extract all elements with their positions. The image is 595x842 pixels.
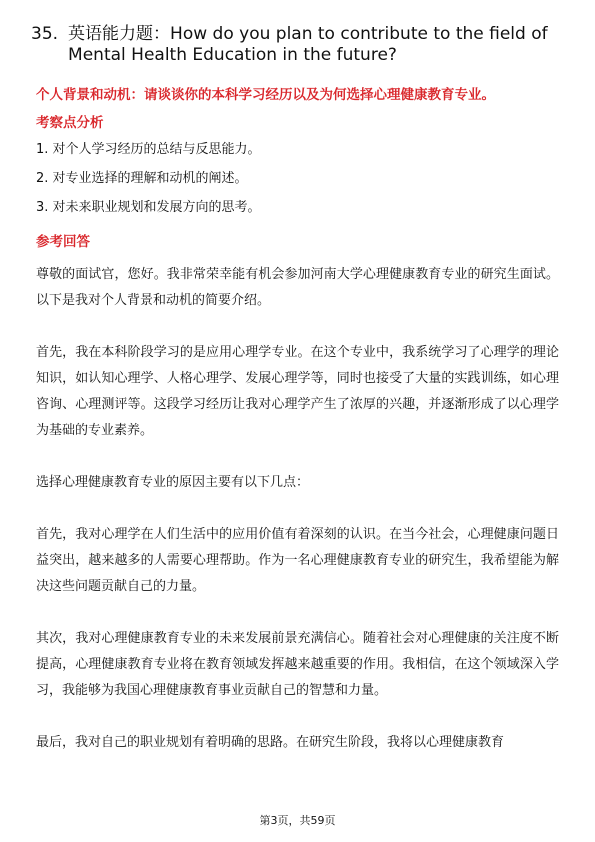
question-heading [31,24,571,66]
reference-answer [36,262,559,782]
analysis-point: 3. 对未来职业规划和发展方向的思考。 [36,200,261,215]
reference-heading: 参考回答 [36,234,90,250]
answer-paragraph: 首先，我在本科阶段学习的是应用心理学专业。在这个专业中，我系统学习了心理学的理论知识，如认知心理学、人格心理学、发展心理学等，同时也接受了大量的实践训练，如心理咨询、心理测评等。这段学习经历让我对心理学产生了浓厚的兴趣，并逐渐形成了以心理学为基础的专业素养。 [36,345,559,438]
analysis-points-list [36,141,566,228]
answer-paragraph: 尊敬的面试官，您好。我非常荣幸能有机会参加河南大学心理健康教育专业的研究生面试。以下是我对个人背景和动机的简要介绍。 [36,267,559,308]
question-number: 35. [31,24,59,44]
answer-paragraph: 其次，我对心理健康教育专业的未来发展前景充满信心。随着社会对心理健康的关注度不断提高，心理健康教育专业将在教育领域发挥越来越重要的作用。我相信，在这个领域深入学习，我能够为我国心理健康教育事业贡献自己的智慧和力量。 [36,631,559,698]
analysis-heading: 考察点分析 [36,115,104,131]
answer-paragraph: 最后，我对自己的职业规划有着明确的思路。在研究生阶段，我将以心理健康教育 [36,735,505,750]
page-number: 第3页，共59页 [259,814,336,827]
question-text: 英语能力题：How do you plan to contribute to the field of Mental Health Education in the future? [68,24,548,65]
analysis-point: 1. 对个人学习经历的总结与反思能力。 [36,142,261,157]
answer-paragraph: 首先，我对心理学在人们生活中的应用价值有着深刻的认识。在当今社会，心理健康问题日益突出，越来越多的人需要心理帮助。作为一名心理健康教育专业的研究生，我希望能为解决这些问题贡献自己的力量。 [36,527,559,594]
topic-heading: 个人背景和动机：请谈谈你的本科学习经历以及为何选择心理健康教育专业。 [36,87,495,103]
analysis-point: 2. 对专业选择的理解和动机的阐述。 [36,171,248,186]
answer-paragraph: 选择心理健康教育专业的原因主要有以下几点： [36,475,310,490]
